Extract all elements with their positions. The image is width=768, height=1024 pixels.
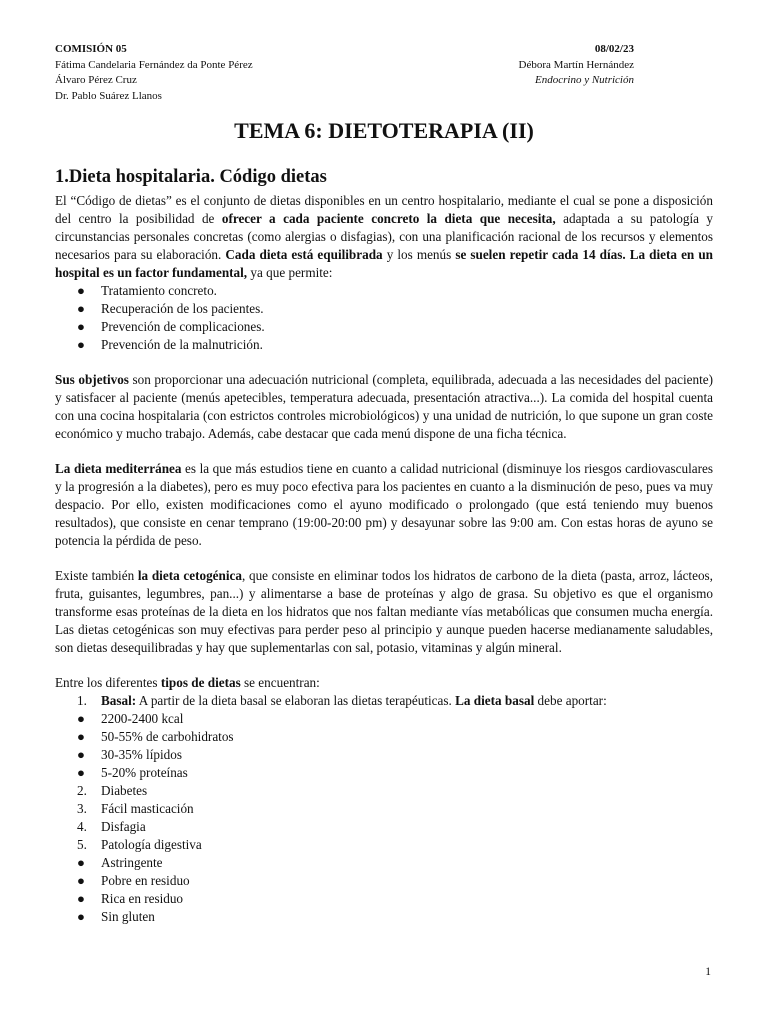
list-marker: ● [77,909,85,924]
bullet-icon: ● [77,337,85,352]
list-item: ● Sin gluten [77,909,155,924]
list-item: ● 2200-2400 kcal [77,711,184,726]
page-number: 1 [705,966,711,978]
paragraph-diet-types-intro: Entre los diferentes tipos de dietas se encuentran: [55,675,320,690]
document-body [55,166,713,926]
list-item: 1. Basal: A partir de la dieta basal se elaboran las dietas terapéuticas. La dieta basal debe aportar: [77,693,607,708]
paragraph-ketogenic-diet: Existe también la dieta cetogénica, que consiste en eliminar todos los hidratos de carbono de la dieta (pasta, arroz, lácteos, fruta, guisantes, legumbres, pan...) y alimentarse a base de proteínas y algo de grasa. Su objetivo es que el organismo transforme esas proteínas de la dieta en los hidratos que nos faltan mediante vías metabólicas que consumen mucha energía. Las dietas cetogénicas son muy efectivas para perder peso al principio y aunque pueden hacerse medianamente saludables, son dietas desequilibradas y hay que suplementarlas con sal, potasio, vitaminas y algún mineral. [55,568,713,655]
list-item: ● 30-35% lípidos [77,747,182,762]
header-right [519,42,634,89]
date-label: 08/02/23 [594,43,634,55]
list-item: ● Pobre en residuo [77,873,190,888]
author-name: Dr. Pablo Suárez Llanos [55,89,162,102]
author-name: Fátima Candelaria Fernández da Ponte Pérez [55,58,253,71]
bullet-icon: ● [77,301,85,316]
list-marker: ● [77,747,85,762]
list-marker: ● [77,711,85,726]
page-title: TEMA 6: DIETOTERAPIA (II) [234,118,534,143]
list-item: ● Recuperación de los pacientes. [77,301,264,316]
list-item: ● 50-55% de carbohidratos [77,729,234,744]
list-marker: ● [77,729,85,744]
section-heading: 1.Dieta hospitalaria. Código dietas [55,167,327,187]
list-item: ● Tratamiento concreto. [77,283,217,298]
list-marker: ● [77,873,85,888]
subject-name: Endocrino y Nutrición [535,74,634,86]
list-marker: 1. [77,693,87,708]
list-item: ● 5-20% proteínas [77,765,188,780]
list-item: 3. Fácil masticación [77,801,194,816]
list-item: 4. Disfagia [77,819,146,834]
bullet-icon: ● [77,319,85,334]
list-marker: 5. [77,837,87,852]
list-item: ● Astringente [77,855,163,870]
list-marker: 3. [77,801,87,816]
list-item: 5. Patología digestiva [77,837,202,852]
header-left [55,42,253,104]
list-marker: ● [77,855,85,870]
list-item: 2. Diabetes [77,783,148,798]
list-marker: ● [77,765,85,780]
list-item: ● Prevención de complicaciones. [77,319,265,334]
list-marker: 4. [77,819,87,834]
list-marker: 2. [77,783,87,798]
list-marker: ● [77,891,85,906]
list-item: ● Prevención de la malnutrición. [77,337,263,352]
commission-label: COMISIÓN 05 [55,43,127,55]
bullet-icon: ● [77,283,85,298]
paragraph-objectives: Sus objetivos son proporcionar una adecuación nutricional (completa, equilibrada, adecuada a las necesidades del paciente) y satisfacer al paciente (menús apetecibles, temperatura adecuada, presentación atractiva...). La comida del hospital cuenta con una cocina hospitalaria (con estrictos controles microbiológicos) y una unidad de nutrición, lo que supone un gran coste económico y mucho trabajo. Además, cabe destacar que cada menú dispone de una ficha técnica. [55,372,713,441]
professor-name: Débora Martín Hernández [518,58,634,71]
author-name: Álvaro Pérez Cruz [55,74,137,86]
paragraph-mediterranean-diet: La dieta mediterránea es la que más estudios tiene en cuanto a calidad nutricional (disminuye los riesgos cardiovasculares y la progresión a la diabetes), pero es muy poco efectiva para los pacientes en cuanto a la disminución de peso, pues va muy despacio. Por ello, existen modificaciones como el ayuno modificado o prolongado (que está teniendo muy buenos resultados), que consiste en cenar temprano (19:00-20:00 pm) y desayunar sobre las 9:00 am. Con estas horas de ayuno se potencia la pérdida de peso. [55,461,713,548]
list-item: ● Rica en residuo [77,891,184,906]
diet-types-list [55,692,713,926]
benefits-list [55,282,713,354]
paragraph-diet-code: El “Código de dietas” es el conjunto de dietas disponibles en un centro hospitalario, mediante el cual se pone a disposición del centro la posibilidad de ofrecer a cada paciente concreto la dieta que necesita, adaptada a su patología y circunstancias personales concretas (como alergias o disfagias), con una planificación racional de los recursos y elementos necesarios para su elaboración. Cada dieta está equilibrada y los menús se suelen repetir cada 14 días. La dieta en un hospital es un factor fundamental, ya que permite: [55,193,714,280]
